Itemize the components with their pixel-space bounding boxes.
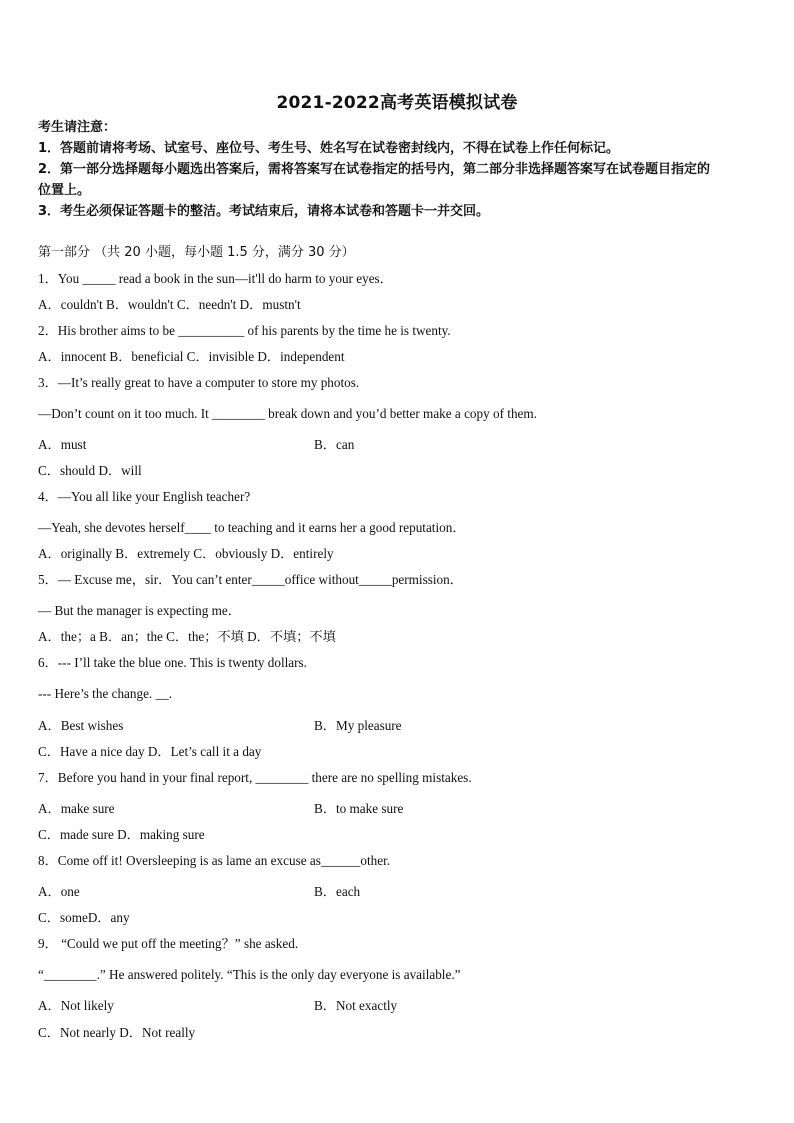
question-4-stem-2: —Yeah, she devotes herself____ to teaching and it earns her a good reputation． (38, 520, 466, 535)
question-8-option-b: B．each (314, 884, 361, 899)
question-6-options-cd: C．Have a nice day D．Let’s call it a day (38, 744, 262, 759)
question-3-option-b: B．can (314, 437, 355, 452)
question-3-stem: 3．—It’s really great to have a computer to store my photos. (38, 375, 360, 390)
question-7-options-cd: C．made sure D．making sure (38, 827, 205, 842)
page-title: 2021-2022高考英语模拟试卷 (276, 93, 518, 113)
notice-item-2: 2．第一部分选择题每小题选出答案后，需将答案写在试卷指定的括号内，第二部分非选择题答案写在试卷题目指定的 (38, 162, 711, 177)
question-9-stem: 9． “Could we put off the meeting？” she asked. (38, 936, 299, 951)
notice-item-1: 1．答题前请将考场、试室号、座位号、考生号、姓名写在试卷密封线内，不得在试卷上作任何标记。 (38, 141, 620, 156)
question-5-stem: 5．— Excuse me，sir．You can’t enter_____office without_____permission． (38, 572, 463, 587)
question-6-option-b: B．My pleasure (314, 718, 402, 733)
notice-item-2-cont: 位置上。 (38, 183, 91, 198)
question-7-option-a: A．make sure (38, 801, 115, 816)
question-2-options: A．innocent B．beneficial C．invisible D．independent (38, 349, 345, 364)
notice-item-3: 3．考生必须保证答题卡的整洁。考试结束后，请将本试卷和答题卡一并交回。 (38, 204, 490, 219)
question-7-stem: 7．Before you hand in your final report, ________ there are no spelling mistakes. (38, 770, 472, 785)
question-7-option-b: B．to make sure (314, 801, 404, 816)
question-6-option-a: A．Best wishes (38, 718, 124, 733)
question-9-options-cd: C．Not nearly D．Not really (38, 1025, 196, 1040)
question-6-stem: 6．--- I’ll take the blue one. This is twenty dollars. (38, 655, 307, 670)
notice-heading: 考生请注意： (38, 120, 117, 135)
question-3-stem-2: —Don’t count on it too much. It ________ break down and you’d better make a copy of them. (38, 406, 537, 421)
section-heading: 第一部分 （共 20 小题，每小题 1.5 分，满分 30 分） (38, 245, 355, 260)
question-3-option-a: A．must (38, 437, 87, 452)
question-2-stem: 2．His brother aims to be __________ of his parents by the time he is twenty. (38, 323, 451, 338)
question-4-stem: 4．—You all like your English teacher? (38, 489, 251, 504)
question-3-options-cd: C．should D．will (38, 463, 142, 478)
question-8-stem: 8．Come off it! Oversleeping is as lame an excuse as______other. (38, 853, 391, 868)
question-9-option-b: B．Not exactly (314, 998, 398, 1013)
question-8-options-cd: C．someD．any (38, 910, 130, 925)
question-5-options: A．the；a B．an；the C．the；不填 D．不填；不填 (38, 629, 336, 644)
question-9-option-a: A．Not likely (38, 998, 114, 1013)
question-1-options: A．couldn't B．wouldn't C．needn't D．mustn't (38, 297, 301, 312)
question-1-stem: 1．You _____ read a book in the sun—it'll do harm to your eyes． (38, 271, 393, 286)
question-9-stem-2: “________.” He answered politely. “This is the only day everyone is available.” (38, 967, 461, 982)
question-5-stem-2: — But the manager is expecting me． (38, 603, 241, 618)
question-4-options: A．originally B．extremely C．obviously D．entirely (38, 546, 334, 561)
question-8-option-a: A．one (38, 884, 80, 899)
question-6-stem-2: --- Here’s the change. __. (38, 686, 173, 701)
